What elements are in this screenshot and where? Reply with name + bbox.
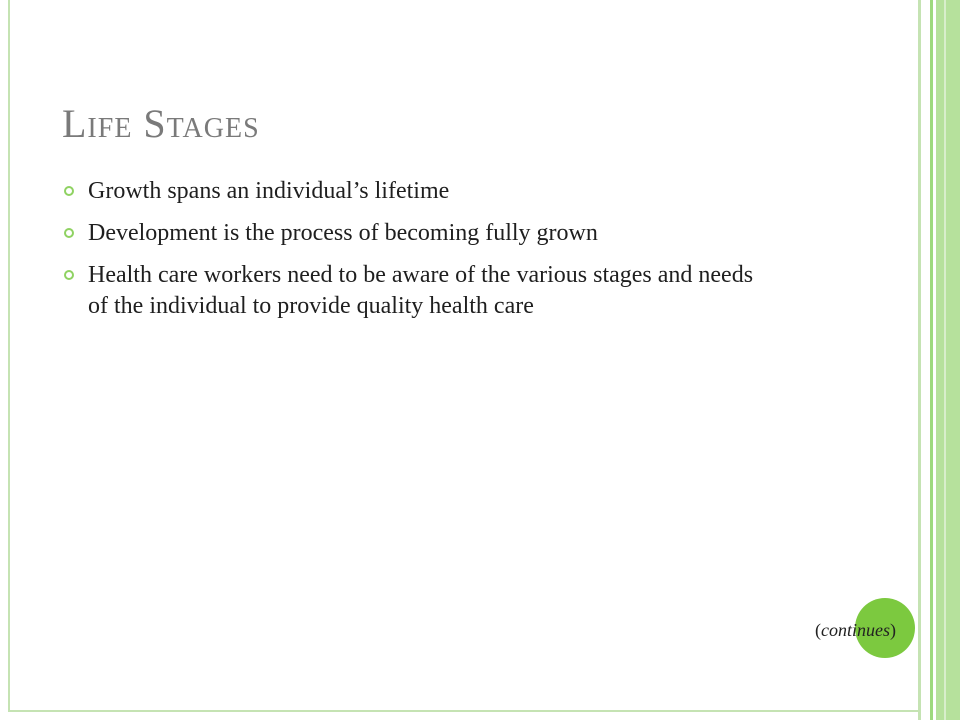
bullet-text: Growth spans an individual’s lifetime xyxy=(88,178,450,204)
side-stripe xyxy=(936,0,960,720)
frame-bottom-line xyxy=(8,710,920,712)
continues-word: continues xyxy=(821,620,890,640)
bullet-circle-icon xyxy=(64,186,74,196)
side-stripe xyxy=(944,0,946,720)
bullet-text: Health care workers need to be aware of the various stages and needs of the individual to provide quality health care xyxy=(88,262,754,319)
continues-open-paren: ( xyxy=(815,620,821,640)
bullet-circle-icon xyxy=(64,228,74,238)
slide-title: Life Stages xyxy=(62,101,260,146)
frame-left-line xyxy=(8,0,10,712)
bullet-item xyxy=(64,218,688,249)
bullet-circle-icon xyxy=(64,270,74,280)
continues-label xyxy=(815,620,896,641)
bullet-item xyxy=(64,176,784,207)
bullet-item xyxy=(64,260,768,322)
continues-close-paren: ) xyxy=(890,620,896,640)
bullet-list xyxy=(64,176,784,333)
bullet-text: Development is the process of becoming fully grown xyxy=(88,220,598,246)
side-stripe xyxy=(921,0,930,720)
